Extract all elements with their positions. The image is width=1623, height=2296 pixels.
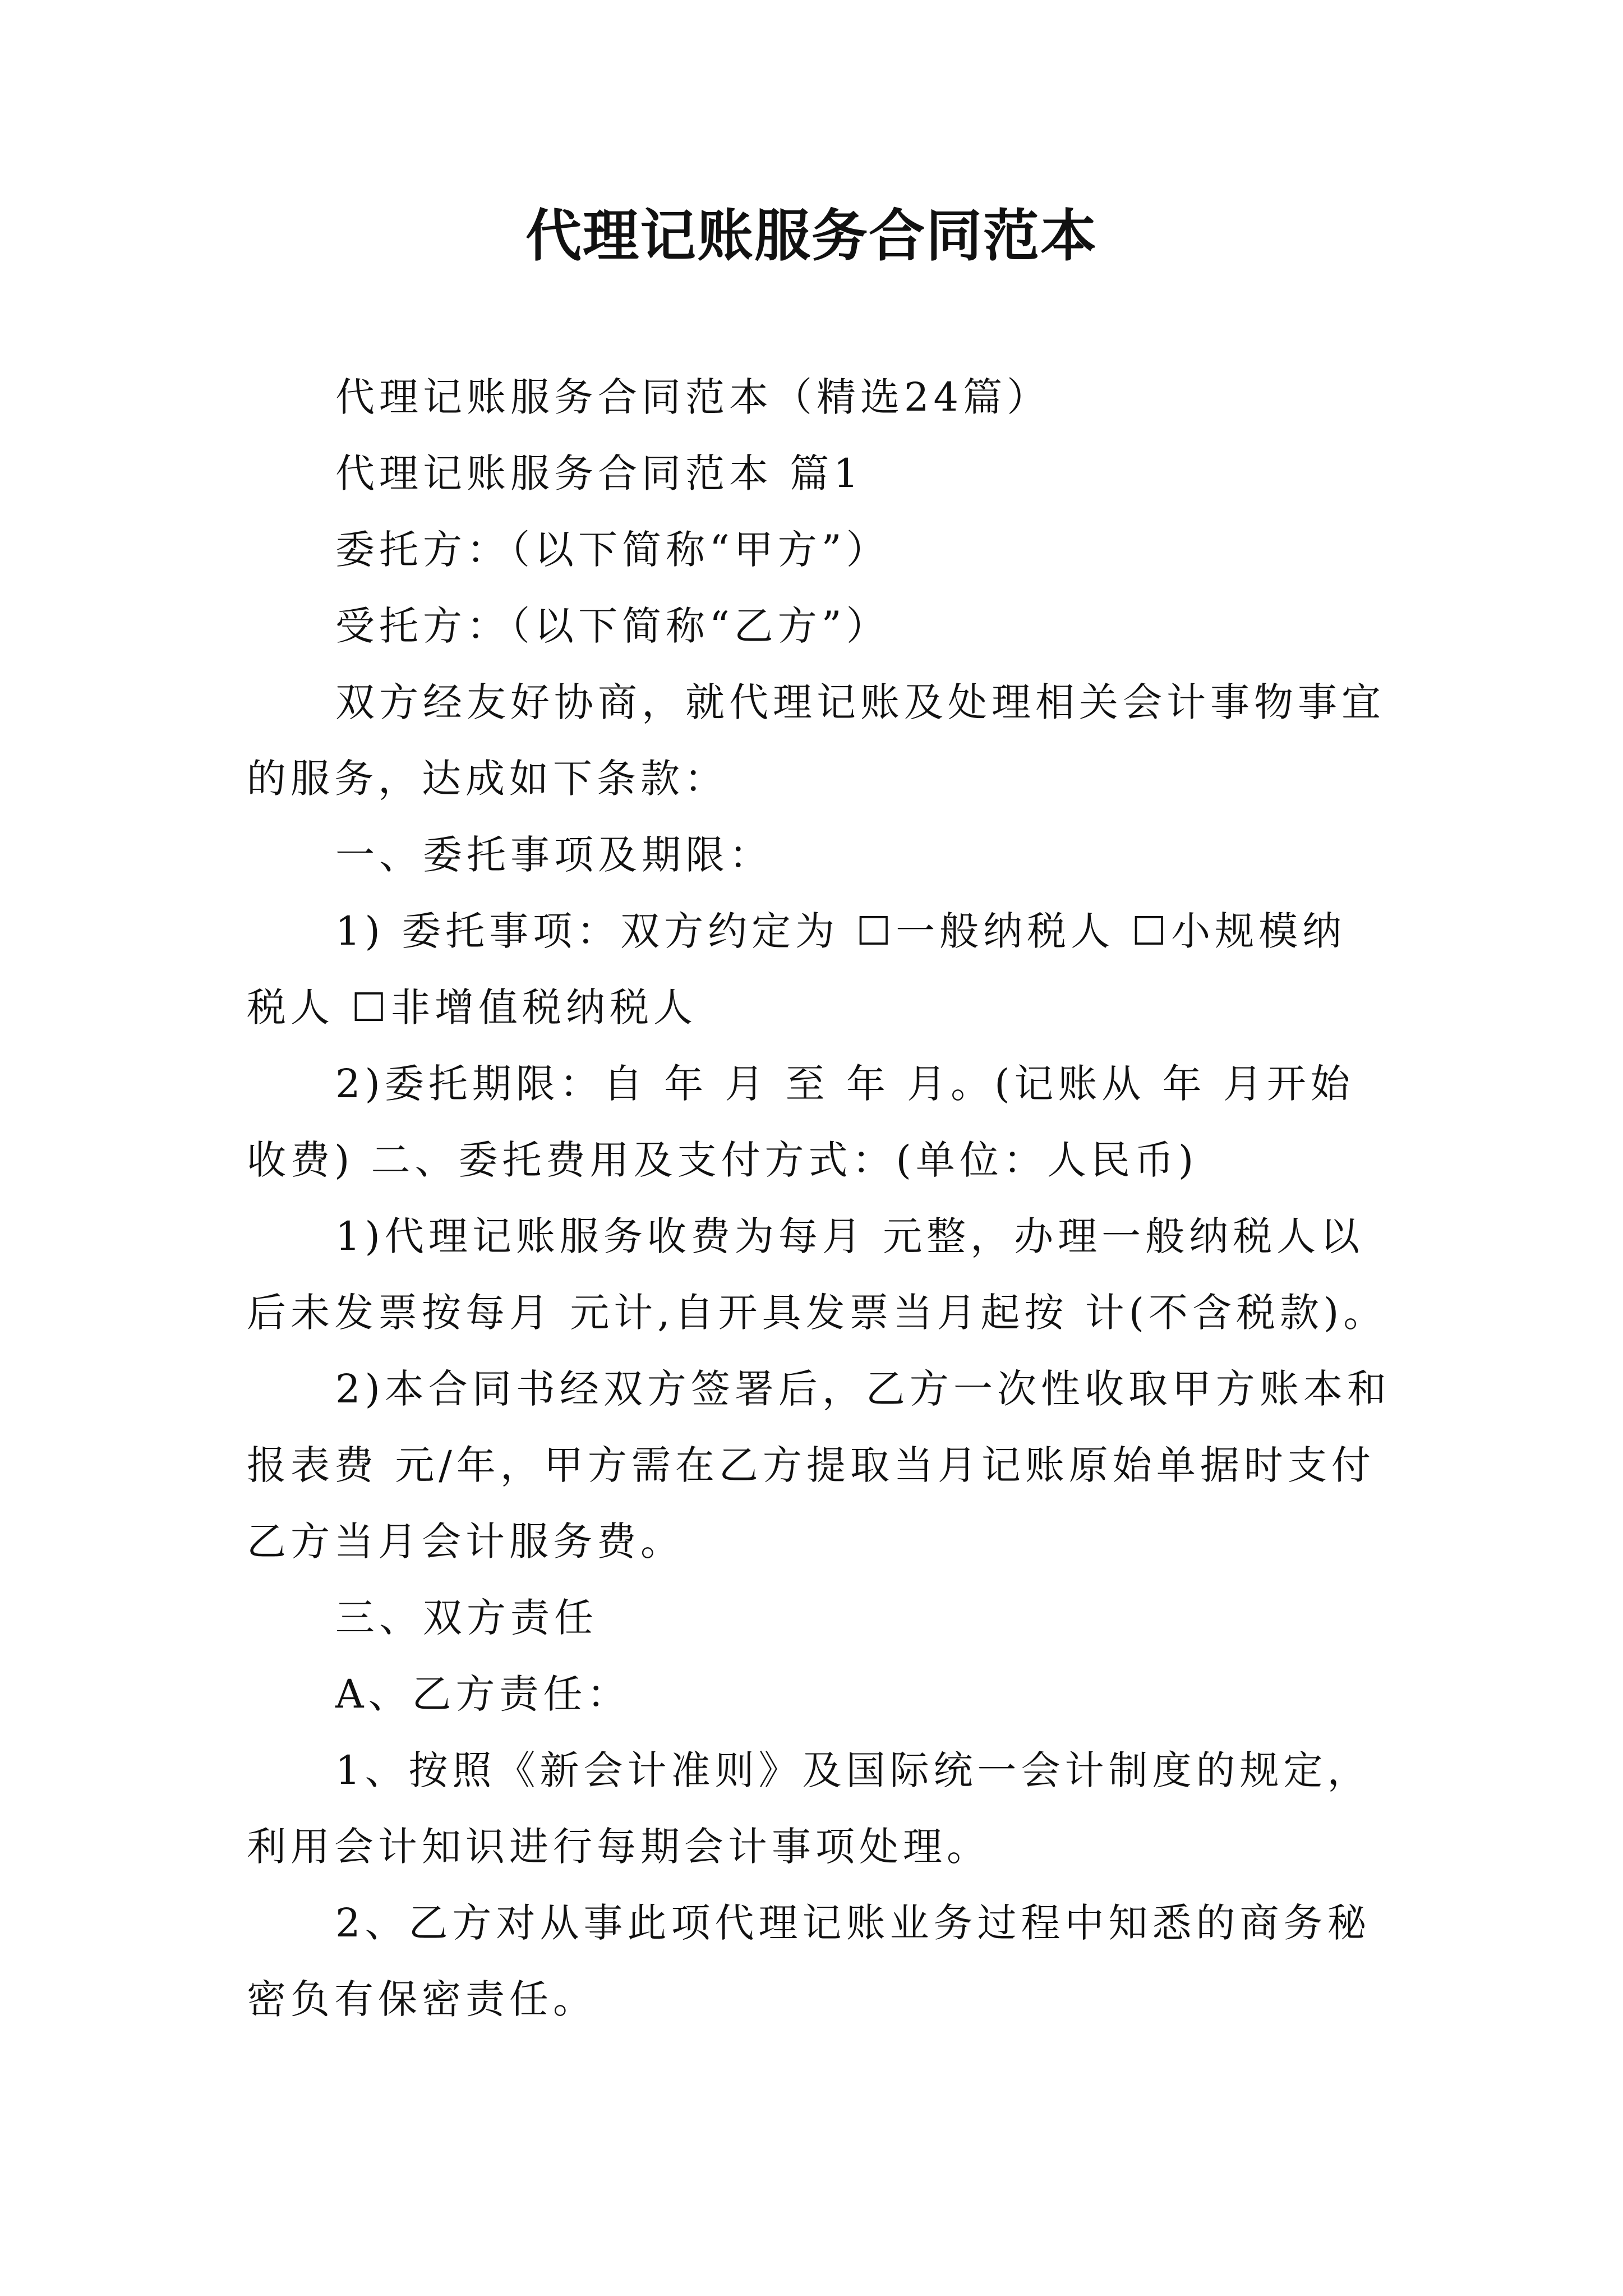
paragraph-line: 2、乙方对从事此项代理记账业务过程中知悉的商务秘 xyxy=(335,1900,1371,1946)
paragraph-line: 委托方：（以下简称“甲方”） xyxy=(335,527,890,573)
paragraph-line: 1、按照《新会计准则》及国际统一会计制度的规定， xyxy=(335,1747,1371,1793)
document-title: 代理记账服务合同范本 xyxy=(525,203,1098,269)
paragraph-line: 2)委托期限：自 年 月 至 年 月。(记账从 年 月开始 xyxy=(335,1061,1354,1107)
paragraph-line: 代理记账服务合同范本 篇1 xyxy=(335,450,863,496)
paragraph-line: 利用会计知识进行每期会计事项处理。 xyxy=(247,1824,990,1870)
paragraph-line: 报表费 元/年，甲方需在乙方提取当月记账原始单据时支付 xyxy=(247,1442,1375,1488)
paragraph-line: 后未发票按每月 元计,自开具发票当月起按 计(不含税款)。 xyxy=(247,1290,1387,1336)
paragraph-line: 1) 委托事项：双方约定为 ☐一般纳税人 ☐小规模纳 xyxy=(335,908,1347,954)
paragraph-line: 乙方当月会计服务费。 xyxy=(247,1519,684,1565)
paragraph-line: 双方经友好协商，就代理记账及处理相关会计事物事宜 xyxy=(335,679,1385,725)
paragraph-line: 1)代理记账服务收费为每月 元整，办理一般纳税人以 xyxy=(335,1213,1364,1259)
paragraph-line: 代理记账服务合同范本（精选24篇） xyxy=(335,374,1051,420)
paragraph-line: 一、委托事项及期限： xyxy=(335,832,773,878)
paragraph-line: 收费) 二、委托费用及支付方式：(单位：人民币) xyxy=(247,1137,1198,1183)
paragraph-line: A、乙方责任： xyxy=(335,1671,631,1717)
paragraph-line: 税人 ☐非增值税纳税人 xyxy=(247,984,698,1030)
paragraph-line: 受托方：（以下简称“乙方”） xyxy=(335,603,890,649)
paragraph-line: 2)本合同书经双方签署后，乙方一次性收取甲方账本和 xyxy=(335,1366,1391,1412)
paragraph-line: 的服务，达成如下条款： xyxy=(247,756,728,802)
paragraph-line: 三、双方责任 xyxy=(335,1595,598,1641)
paragraph-line: 密负有保密责任。 xyxy=(247,1976,597,2022)
document-body xyxy=(247,359,1391,2037)
